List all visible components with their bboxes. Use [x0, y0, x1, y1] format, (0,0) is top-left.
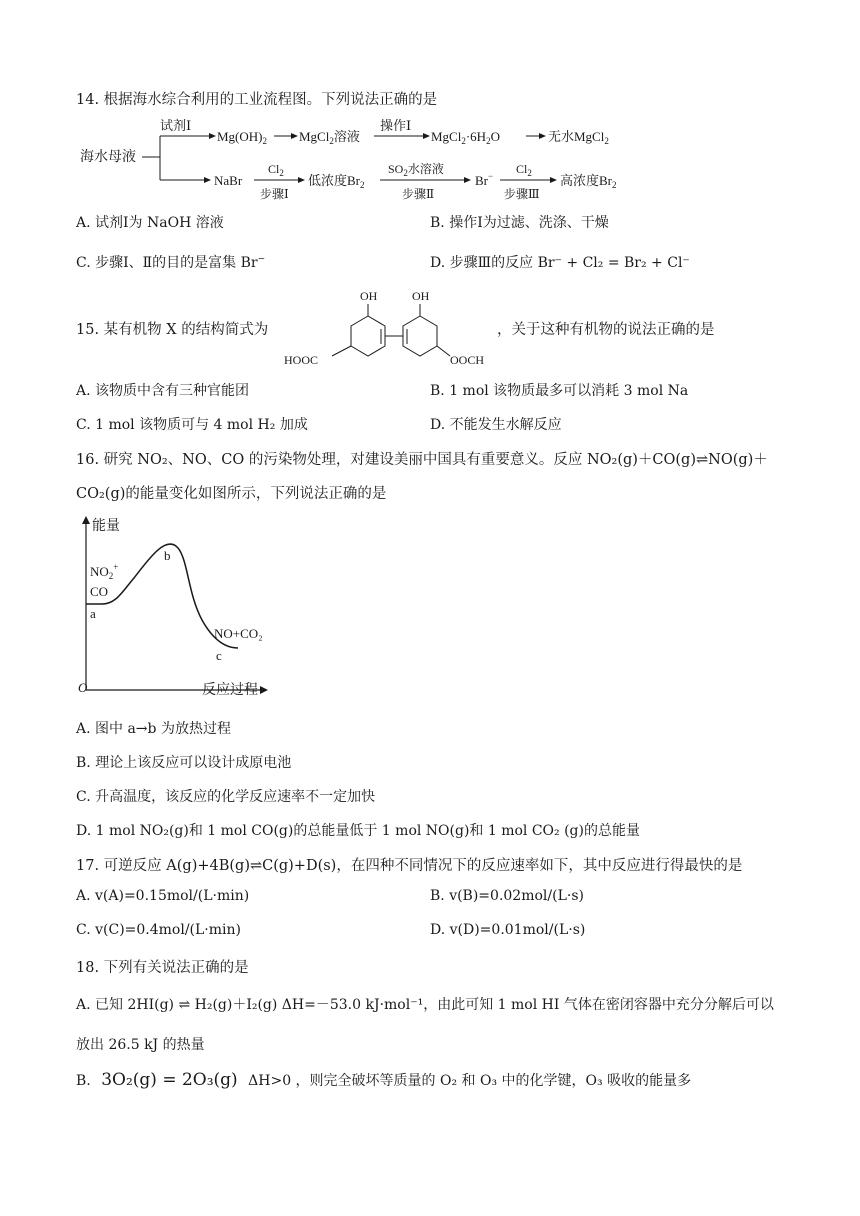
svg-text:OH: OH	[360, 289, 378, 303]
svg-text:Cl2: $Cl_2$	[516, 162, 532, 178]
svg-text:O: O	[78, 680, 88, 695]
svg-text:CO: CO	[90, 584, 109, 599]
svg-text:MgCl2·6H2O: $MgCl_2\cdot 6H_2O$	[431, 129, 500, 146]
svg-text:SO2水溶液: $SO_2$水溶液	[388, 162, 444, 178]
q18-stem: 18. 下列有关说法正确的是	[76, 960, 249, 976]
x-axis-label: 反应过程	[202, 683, 258, 698]
q16-option-c: C. 升高温度，该反应的化学反应速率不一定加快	[76, 789, 376, 805]
q18-option-a-line1: A. 已知 2HI(g) ⇌ H₂(g)＋I₂(g) ΔH=－53.0 kJ·mol⁻¹，由此可知 1 mol HI 气体在密闭容器中充分分解后可以	[76, 997, 774, 1013]
svg-text:无水MgCl2: 无水MgCl$_2$	[548, 129, 609, 146]
svg-text:b: b	[164, 548, 171, 563]
q16-stem-1: 16. 研究 NO₂、NO、CO 的污染物处理，对建设美丽中国具有重要意义。反应 NO₂(g)＋CO(g)⇌NO(g)＋	[76, 452, 768, 468]
flow-operation-1: 操作Ⅰ	[380, 118, 412, 133]
q17-option-c: C. v(C)=0.4mol/(L·min)	[76, 922, 241, 938]
q14-option-c: C. 步骤Ⅰ、Ⅱ的目的是富集 Br−	[76, 254, 266, 271]
seawater-flowchart	[76, 112, 716, 202]
y-axis-label: 能量	[92, 519, 120, 534]
q17-option-a: A. v(A)=0.15mol/(L·min)	[76, 888, 250, 904]
flow-reagent-1: 试剂Ⅰ	[160, 118, 192, 133]
q16-option-a: A. 图中 a→b 为放热过程	[76, 721, 231, 737]
q18-option-b: B. 3O₂(g) = 2O₃(g) ΔH>0 ，则完全破坏等质量的 O₂ 和 O₃ 中的化学键，O₃ 吸收的能量多	[76, 1070, 692, 1090]
q18-option-a-line2: 放出 26.5 kJ 的热量	[76, 1037, 205, 1053]
q17-option-d: D. v(D)=0.01mol/(L·s)	[430, 922, 586, 938]
q16-option-b: B. 理论上该反应可以设计成原电池	[76, 755, 292, 771]
q15-option-b: B. 1 mol 该物质最多可以消耗 3 mol Na	[430, 383, 689, 399]
flow-source: 海水母液	[80, 150, 136, 165]
q14-option-a: A. 试剂Ⅰ为 NaOH 溶液	[76, 215, 224, 231]
q15-stem-b: ，关于这种有机物的说法正确的是	[497, 322, 715, 338]
svg-text:OH: OH	[412, 289, 430, 303]
organic-structure	[282, 284, 502, 370]
q15-option-a: A. 该物质中含有三种官能团	[76, 383, 250, 399]
q15-option-c: C. 1 mol 该物质可与 4 mol H₂ 加成	[76, 417, 308, 433]
svg-text:高浓度Br2: 高浓度$Br_2$	[560, 173, 617, 190]
svg-text:步骤Ⅰ: 步骤Ⅰ	[260, 187, 289, 201]
svg-text:OOCH: OOCH	[450, 353, 485, 367]
svg-text:低浓度Br2: 低浓度$Br_2$	[308, 173, 365, 190]
q16-option-d: D. 1 mol NO₂(g)和 1 mol CO(g)的总能量低于 1 mol NO(g)和 1 mol CO₂ (g)的总能量	[76, 823, 640, 839]
svg-text:Mg(OH)2: $Mg(OH)_2$	[217, 129, 267, 146]
svg-text:MgCl2溶液: MgCl$_2$溶液	[299, 129, 360, 146]
q15-option-d: D. 不能发生水解反应	[430, 417, 562, 433]
svg-text:NO+CO₂: NO+CO₂	[214, 626, 263, 641]
svg-text:c: c	[216, 648, 222, 663]
svg-text:HOOC: HOOC	[284, 353, 319, 367]
q15-stem-a: 15. 某有机物 X 的结构简式为	[76, 322, 269, 338]
q16-stem-2: CO₂(g)的能量变化如图所示，下列说法正确的是	[76, 486, 387, 502]
svg-text:a: a	[90, 606, 96, 621]
q14-option-b: B. 操作Ⅰ为过滤、洗涤、干燥	[430, 215, 609, 231]
svg-text:Br−: Br−	[475, 171, 494, 188]
q14-stem: 14. 根据海水综合利用的工业流程图。下列说法正确的是	[76, 92, 438, 108]
svg-text:步骤Ⅲ: 步骤Ⅲ	[504, 187, 540, 201]
q17-option-b: B. v(B)=0.02mol/(L·s)	[430, 888, 584, 904]
svg-text:NO2+: $NO_2^+$	[90, 562, 119, 581]
q17-stem: 17. 可逆反应 A(g)+4B(g)⇌C(g)+D(s)，在四种不同情况下的反应速率如下，其中反应进行得最快的是	[76, 858, 743, 874]
svg-text:步骤Ⅱ: 步骤Ⅱ	[402, 187, 435, 201]
svg-text:NaBr: NaBr	[214, 173, 243, 188]
q14-option-d: D. 步骤Ⅲ的反应 Br⁻ + Cl₂ = Br₂ + Cl⁻	[430, 255, 690, 271]
energy-diagram	[76, 514, 276, 704]
svg-text:Cl2: $Cl_2$	[268, 162, 284, 178]
